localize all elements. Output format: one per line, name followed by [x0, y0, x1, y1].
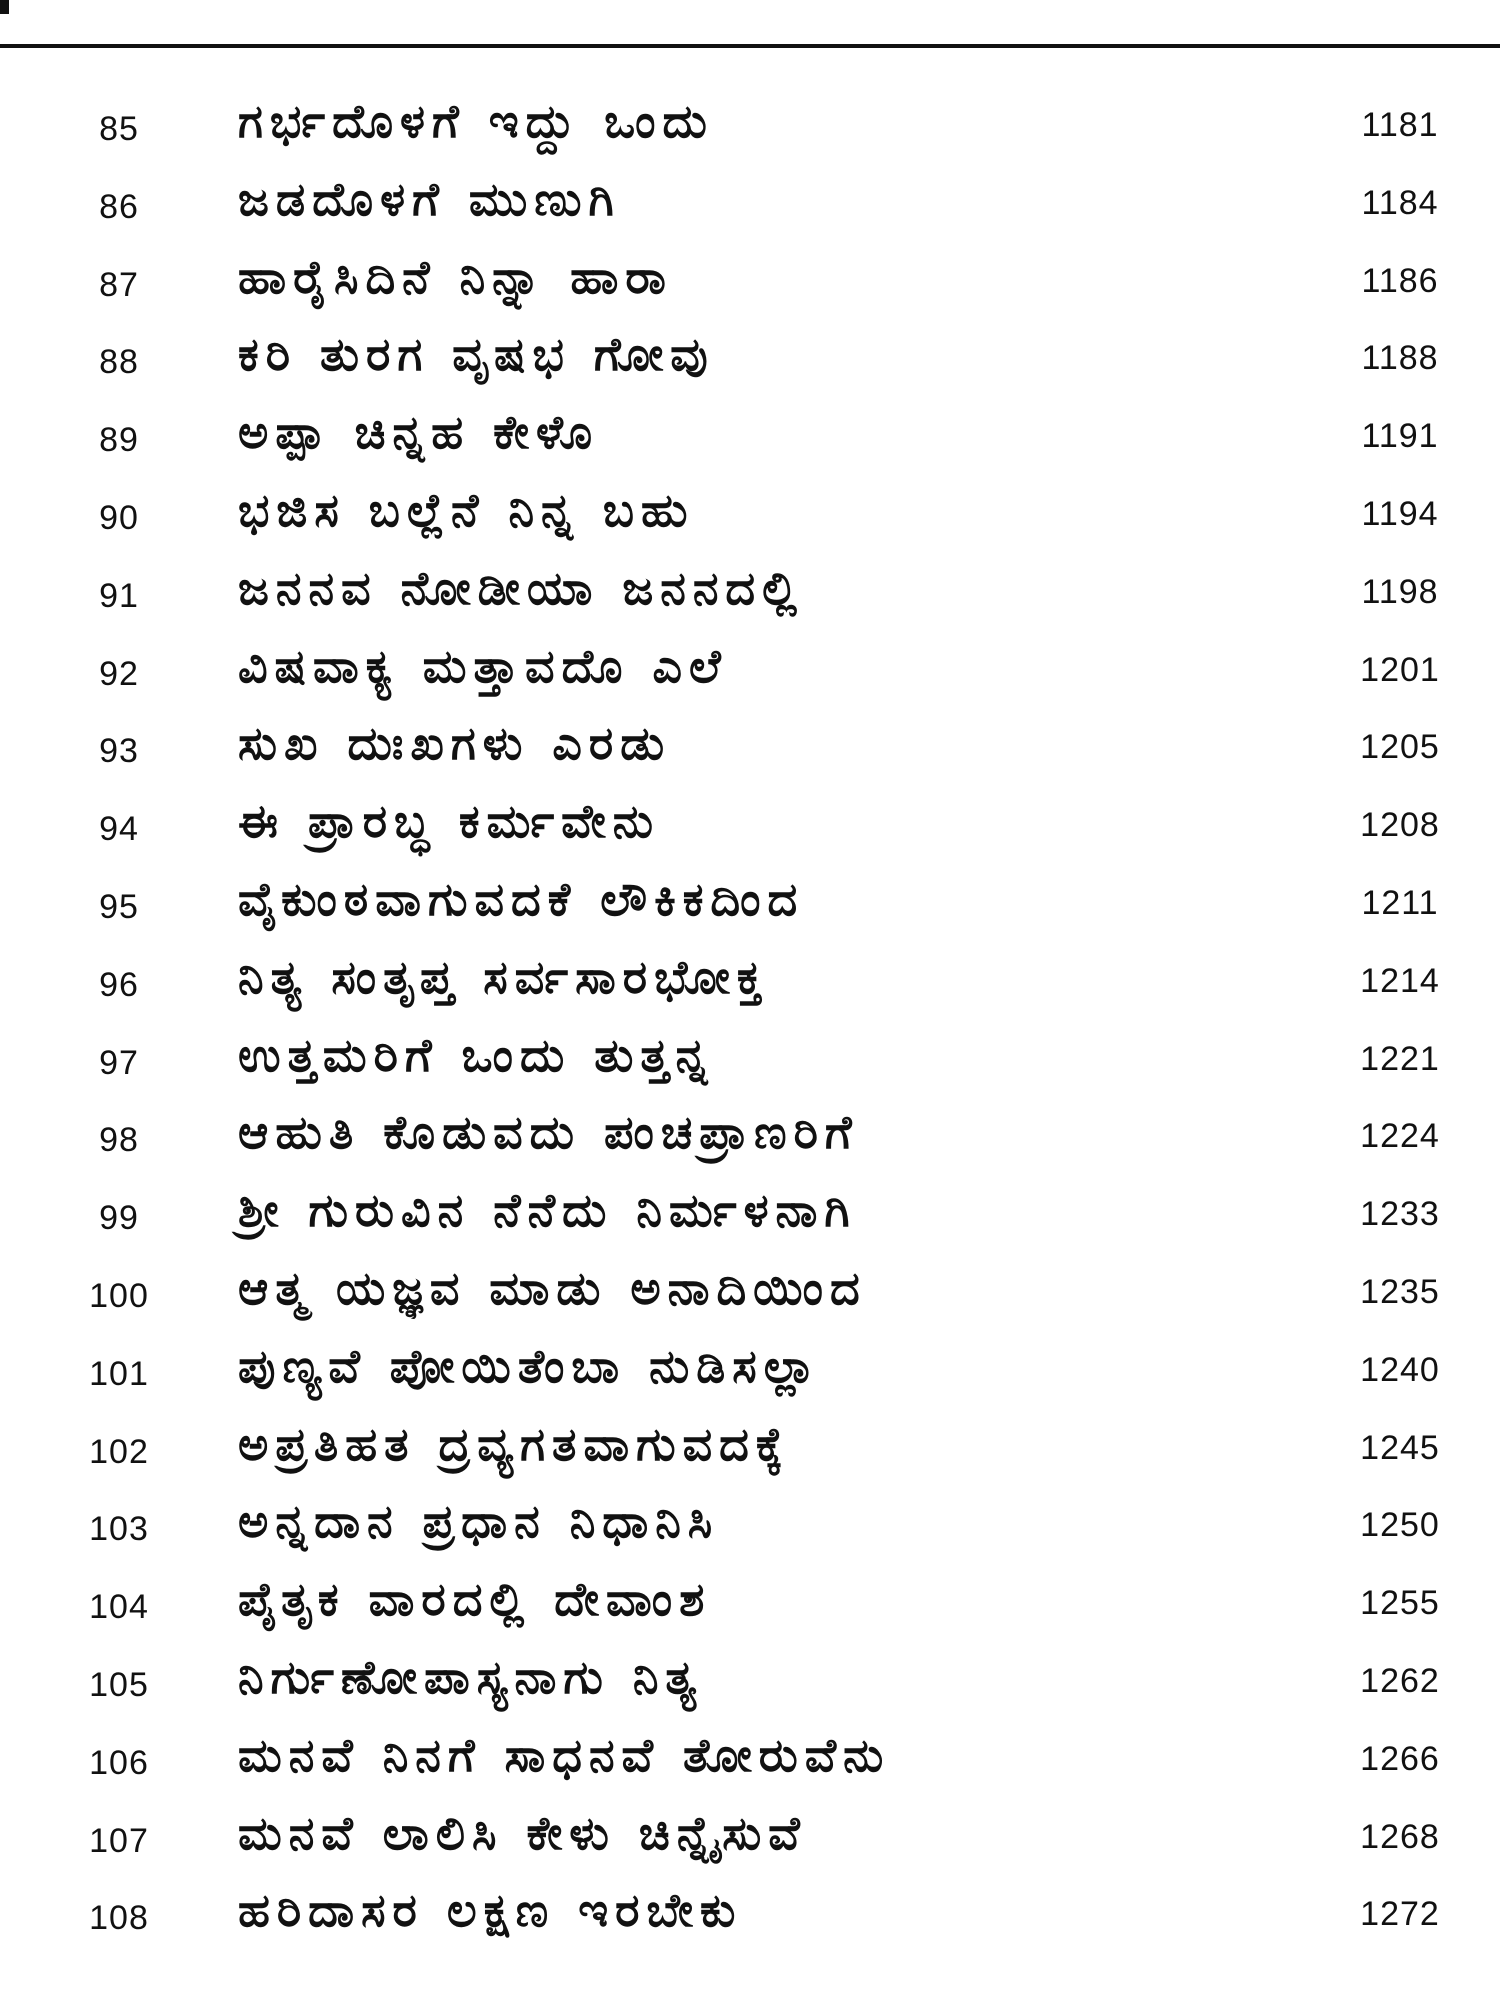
toc-entry — [0, 788, 1500, 866]
entry-page-number: 1205 — [1360, 728, 1440, 767]
toc-entry — [0, 1099, 1500, 1177]
entry-number: 103 — [89, 1510, 149, 1549]
entry-page-number: 1186 — [1361, 261, 1439, 300]
toc-entry — [0, 1566, 1500, 1644]
entry-title: ಜಡದೊಳಗೆ ಮುಣುಗಿ — [238, 171, 621, 226]
toc-entry — [0, 1488, 1500, 1566]
entry-page-number: 1184 — [1361, 183, 1439, 222]
entry-number: 92 — [99, 654, 139, 693]
entry-number: 98 — [99, 1121, 139, 1160]
entry-number: 105 — [89, 1665, 149, 1704]
toc-entry — [0, 166, 1500, 244]
toc-entry — [0, 710, 1500, 788]
entry-title: ಕರಿ ತುರಗ ವೃಷಭ ಗೋವು — [238, 327, 715, 382]
entry-number: 94 — [99, 810, 139, 849]
entry-title: ಭಜಿಸ ಬಲ್ಲೆನೆ ನಿನ್ನ ಬಹು — [238, 482, 695, 537]
entry-page-number: 1211 — [1361, 883, 1439, 922]
entry-number: 95 — [99, 887, 139, 926]
toc-entry — [0, 555, 1500, 633]
entry-page-number: 1201 — [1360, 650, 1440, 689]
entry-number: 101 — [89, 1354, 149, 1393]
entry-page-number: 1233 — [1360, 1195, 1440, 1234]
entry-page-number: 1245 — [1360, 1428, 1440, 1467]
entry-page-number: 1181 — [1361, 106, 1439, 144]
entry-page-number: 1221 — [1360, 1039, 1440, 1078]
entry-title: ಜನನವ ನೋಡೀಯಾ ಜನನದಲ್ಲಿ — [238, 560, 804, 615]
toc-entry — [0, 1255, 1500, 1333]
entry-number: 91 — [99, 576, 139, 615]
entry-page-number: 1250 — [1360, 1506, 1440, 1545]
entry-number: 97 — [99, 1043, 139, 1082]
toc-entry — [0, 633, 1500, 711]
entry-title: ನಿರ್ಗುಣೋಪಾಸ್ಯನಾಗು ನಿತ್ಯ — [238, 1649, 704, 1704]
entry-title: ಆಹುತಿ ಕೊಡುವದು ಪಂಚಪ್ರಾಣರಿಗೆ — [238, 1105, 859, 1160]
entry-page-number: 1208 — [1360, 806, 1440, 845]
entry-title: ಪೈತೃಕ ವಾರದಲ್ಲಿ ದೇವಾಂಶ — [238, 1572, 712, 1627]
entry-number: 106 — [89, 1743, 149, 1782]
entry-page-number: 1266 — [1360, 1739, 1440, 1778]
entry-title: ಹರಿದಾಸರ ಲಕ್ಷಣ ಇರಬೇಕು — [238, 1883, 743, 1938]
entry-title: ಈ ಪ್ರಾರಬ್ಧ ಕರ್ಮವೇನು — [238, 794, 661, 849]
entry-title: ಮನವೆ ನಿನಗೆ ಸಾಧನವೆ ತೋರುವೆನು — [238, 1727, 891, 1782]
entry-title: ಅಪ್ಪಾ ಚಿನ್ನಹ ಕೇಳೊ — [238, 405, 600, 460]
toc-entry — [0, 1722, 1500, 1800]
entry-title: ಉತ್ತಮರಿಗೆ ಒಂದು ತುತ್ತನ್ನ — [238, 1027, 715, 1082]
entry-page-number: 1194 — [1361, 494, 1439, 533]
toc-entry — [0, 944, 1500, 1022]
entry-page-number: 1268 — [1360, 1817, 1440, 1856]
entry-number: 99 — [99, 1199, 139, 1238]
toc-entry — [0, 1800, 1500, 1878]
entry-title: ಶ್ರೀ ಗುರುವಿನ ನೆನೆದು ನಿರ್ಮಳನಾಗಿ — [238, 1183, 857, 1238]
entry-number: 87 — [99, 265, 139, 304]
entry-title: ಪುಣ್ಯವೆ ಪೋಯಿತೆಂಬಾ ನುಡಿಸಲ್ಲಾ — [238, 1338, 823, 1393]
toc-entry — [0, 477, 1500, 555]
toc-entry — [0, 1022, 1500, 1100]
entry-title: ಹಾರೈಸಿದಿನೆ ನಿನ್ನಾ ಹಾರಾ — [238, 249, 673, 304]
entry-title: ಅಪ್ರತಿಹತ ದ್ರವ್ಯಗತವಾಗುವದಕ್ಕೆ — [238, 1416, 790, 1471]
entry-number: 90 — [99, 498, 139, 537]
entry-title: ಆತ್ಮ ಯಜ್ಞವ ಮಾಡು ಅನಾದಿಯಿಂದ — [238, 1260, 867, 1315]
entry-number: 96 — [99, 965, 139, 1004]
entry-page-number: 1262 — [1360, 1661, 1440, 1700]
entry-page-number: 1240 — [1360, 1350, 1440, 1389]
entry-title: ವೈಕುಂಠವಾಗುವದಕೆ ಲೌಕಿಕದಿಂದ — [238, 871, 805, 926]
entry-number: 88 — [99, 343, 139, 382]
entry-page-number: 1235 — [1360, 1272, 1440, 1311]
entry-number: 100 — [89, 1276, 149, 1315]
header-rule — [0, 44, 1500, 48]
entry-number: 93 — [99, 732, 139, 771]
entry-title: ಅನ್ನದಾನ ಪ್ರಧಾನ ನಿಧಾನಿಸಿ — [238, 1494, 720, 1549]
entry-title: ನಿತ್ಯ ಸಂತೃಪ್ತ ಸರ್ವಸಾರಭೋಕ್ತ — [238, 949, 769, 1004]
entry-page-number: 1224 — [1360, 1117, 1440, 1156]
entry-title: ಸುಖ ದುಃಖಗಳು ಎರಡು — [238, 716, 672, 771]
toc-entry — [0, 866, 1500, 944]
entry-number: 86 — [99, 187, 139, 226]
toc-entry — [0, 1333, 1500, 1411]
toc-entry — [0, 321, 1500, 399]
entry-page-number: 1272 — [1360, 1895, 1440, 1934]
table-of-contents — [0, 88, 1500, 1955]
entry-number: 85 — [99, 110, 139, 148]
entry-number: 102 — [89, 1432, 149, 1471]
entry-page-number: 1214 — [1360, 961, 1440, 1000]
entry-page-number: 1198 — [1361, 572, 1439, 611]
entry-page-number: 1191 — [1361, 417, 1439, 456]
entry-number: 104 — [89, 1588, 149, 1627]
entry-number: 89 — [99, 421, 139, 460]
toc-entry — [0, 88, 1500, 166]
toc-entry — [0, 399, 1500, 477]
entry-page-number: 1255 — [1360, 1584, 1440, 1623]
toc-entry — [0, 1411, 1500, 1489]
toc-entry — [0, 1644, 1500, 1722]
entry-title: ಮನವೆ ಲಾಲಿಸಿ ಕೇಳು ಚಿನ್ನೈಸುವೆ — [238, 1805, 807, 1860]
entry-title: ವಿಷವಾಕ್ಯ ಮತ್ತಾವದೊ ಎಲೆ — [238, 638, 728, 693]
page-corner-mark — [0, 0, 9, 14]
entry-number: 108 — [89, 1899, 149, 1938]
entry-page-number: 1188 — [1361, 339, 1439, 378]
toc-entry — [0, 1877, 1500, 1955]
toc-entry — [0, 1177, 1500, 1255]
entry-number: 107 — [89, 1821, 149, 1860]
toc-entry — [0, 244, 1500, 322]
entry-title: ಗರ್ಭದೊಳಗೆ ಇದ್ದು ಒಂದು — [238, 94, 714, 148]
